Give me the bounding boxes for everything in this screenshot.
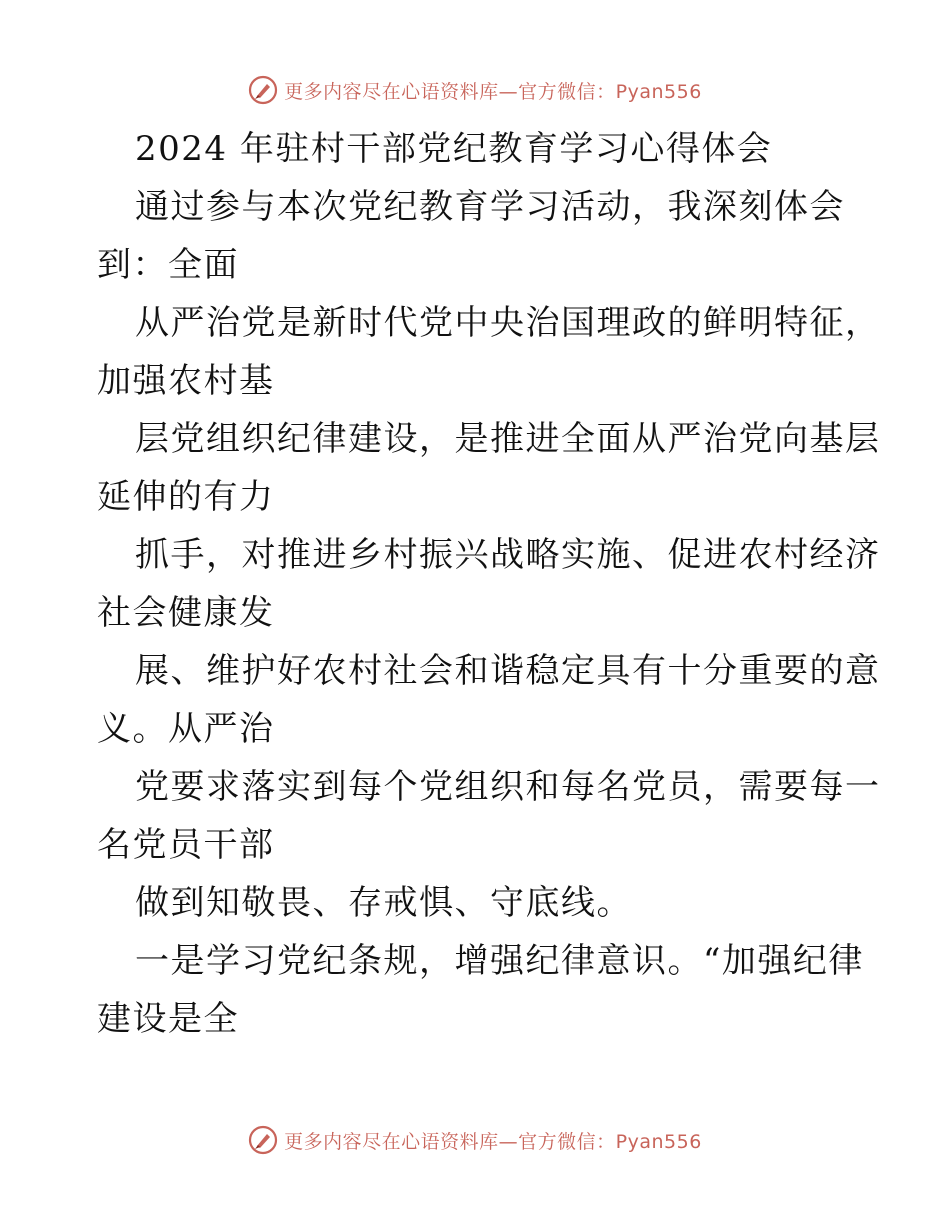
paragraph-line: 延伸的有力 — [97, 477, 275, 517]
footer-watermark — [0, 1120, 950, 1160]
paragraph-line: 建设是全 — [97, 999, 239, 1039]
pen-nib-logo-icon — [248, 1125, 278, 1155]
document-body — [97, 120, 881, 1048]
paragraph-line: 通过参与本次党纪教育学习活动，我深刻体会 — [135, 187, 845, 227]
paragraph-line: 党要求落实到每个党组织和每名党员，需要每一 — [135, 767, 881, 807]
paragraph-line: 加强农村基 — [97, 361, 275, 401]
paragraph-line: 抓手，对推进乡村振兴战略实施、促进农村经济 — [135, 535, 881, 575]
header-watermark-text: 更多内容尽在心语资料库—官方微信：Pyan556 — [284, 80, 702, 103]
document-title: 2024 年驻村干部党纪教育学习心得体会 — [135, 129, 773, 169]
pen-nib-logo-icon — [248, 75, 278, 105]
paragraph-line: 展、维护好农村社会和谐稳定具有十分重要的意 — [135, 651, 881, 691]
footer-watermark-text: 更多内容尽在心语资料库—官方微信：Pyan556 — [284, 1130, 702, 1153]
paragraph-line: 从严治党是新时代党中央治国理政的鲜明特征， — [135, 303, 881, 343]
paragraph-line: 到：全面 — [97, 245, 239, 285]
paragraph-line: 社会健康发 — [97, 593, 275, 633]
header-watermark — [0, 70, 950, 110]
paragraph-line: 做到知敬畏、存戒惧、守底线。 — [135, 883, 632, 923]
paragraph-line: 义。从严治 — [97, 709, 275, 749]
paragraph-line: 层党组织纪律建设，是推进全面从严治党向基层 — [135, 419, 881, 459]
paragraph-line: 名党员干部 — [97, 825, 275, 865]
paragraph-line: 一是学习党纪条规，增强纪律意识。“加强纪律 — [135, 941, 864, 981]
